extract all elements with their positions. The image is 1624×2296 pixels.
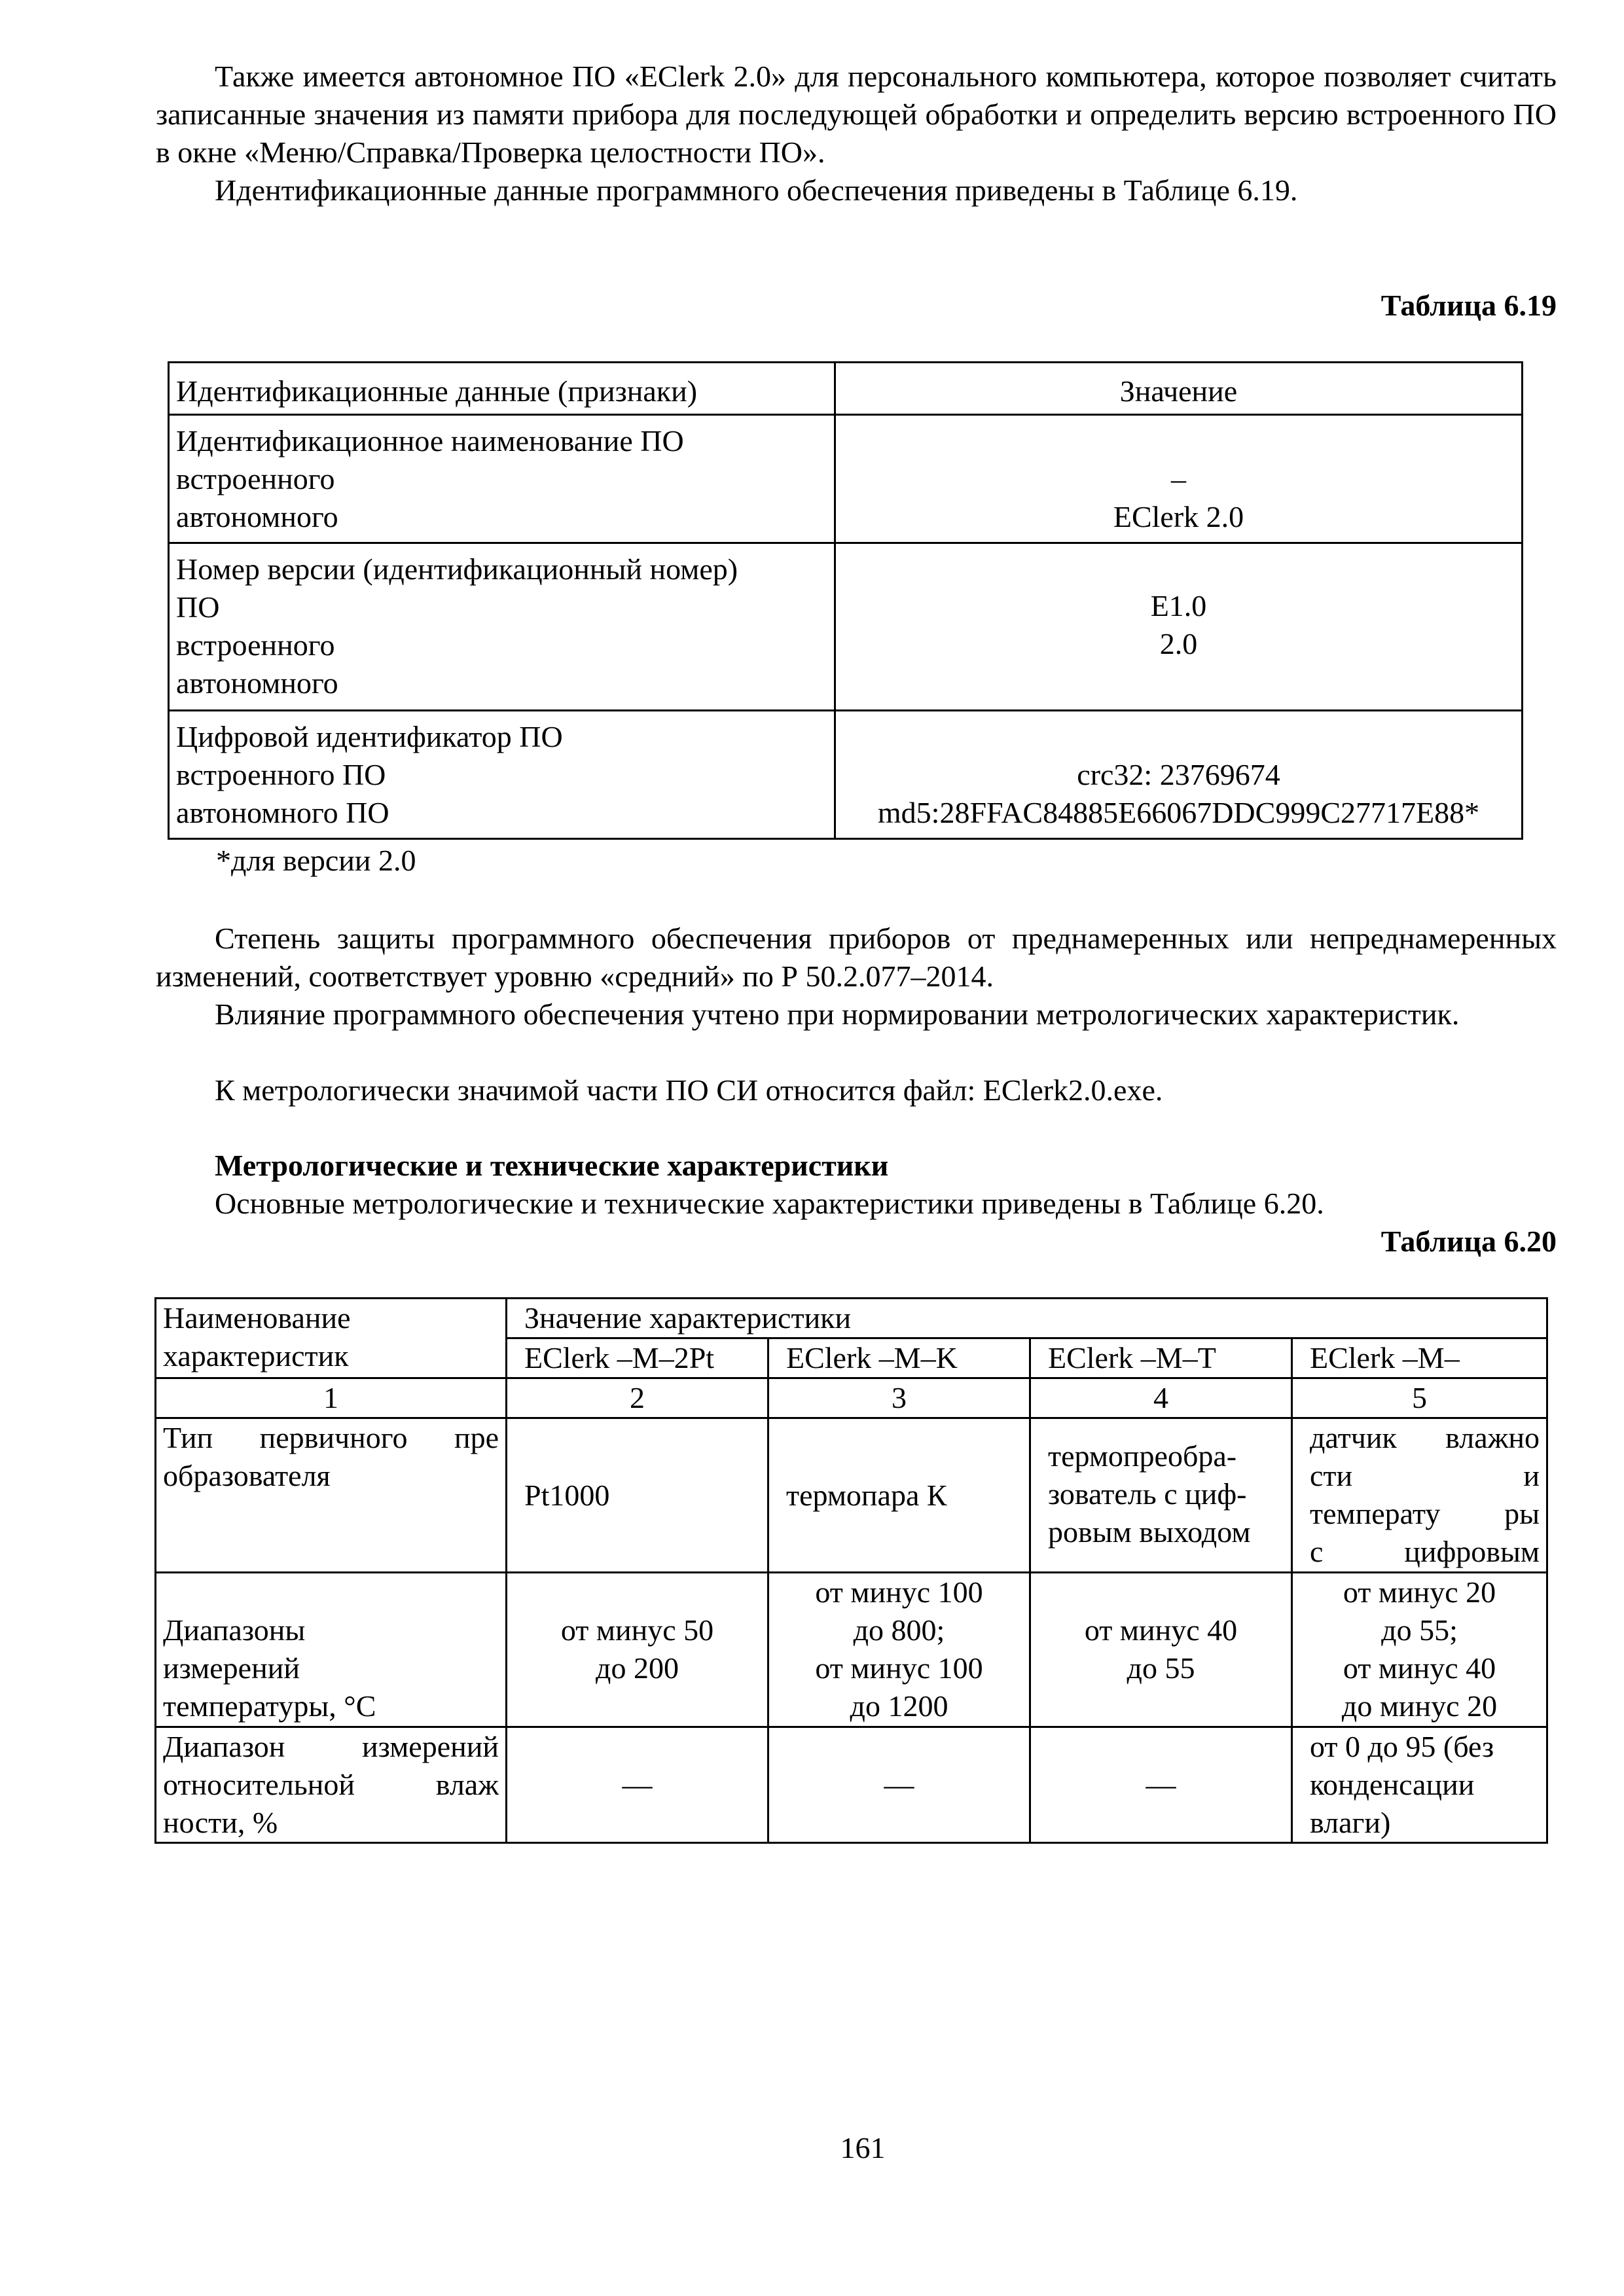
cell-text: Цифровой идентификатор ПО: [176, 720, 563, 753]
cell-text: относительной влаж: [163, 1768, 499, 1801]
table-header-cell: [156, 1299, 507, 1378]
table-cell: [169, 543, 835, 711]
table-cell: [1030, 1573, 1292, 1727]
table-header-cell: [1292, 1338, 1547, 1378]
table-cell: [768, 1573, 1030, 1727]
table-row: [156, 1299, 1547, 1338]
cell-text: от 0 до 95 (без: [1310, 1730, 1494, 1763]
table-header-cell: [507, 1338, 768, 1378]
table-cell: [156, 1727, 507, 1843]
cell-text: md5:28FFAC84885E66067DDC999C27717E88*: [877, 796, 1480, 829]
cell-text: до 800;: [853, 1613, 945, 1647]
cell-text: –: [1171, 462, 1186, 495]
cell-text: Pt1000: [524, 1479, 610, 1512]
cell-text: встроенного: [176, 628, 335, 662]
cell-text: Идентификационное наименование ПО: [176, 424, 684, 457]
cell-text: температу ры: [1310, 1497, 1540, 1530]
table-6-19: [168, 361, 1523, 840]
cell-text: с цифровым: [1310, 1535, 1540, 1568]
cell-text: Номер версии (идентификационный номер): [176, 552, 738, 586]
cell-text: ровым выходом: [1048, 1515, 1251, 1549]
table-6-20: [154, 1297, 1548, 1844]
cell-text: зователь с циф-: [1048, 1477, 1247, 1511]
table-row: [169, 363, 1523, 415]
cell-text: температуры, °С: [163, 1689, 376, 1723]
cell-text: —: [884, 1768, 914, 1801]
cell-text: сти и: [1310, 1459, 1540, 1492]
cell-text: от минус 40: [1084, 1613, 1238, 1647]
table-cell: [1292, 1378, 1547, 1418]
table-row: [156, 1418, 1547, 1573]
table-header-cell: [1030, 1338, 1292, 1378]
table-cell: [169, 711, 835, 839]
table-row: [169, 711, 1523, 839]
table-cell: [507, 1418, 768, 1573]
table-cell: [1030, 1418, 1292, 1573]
table-6-20-caption: Таблица 6.20: [1380, 1225, 1557, 1258]
cell-text: до 55;: [1381, 1613, 1458, 1647]
table-cell: [768, 1418, 1030, 1573]
cell-text: 2.0: [1159, 627, 1198, 660]
cell-text: Идентификационные данные (признаки): [176, 374, 698, 408]
cell-text: Тип первичного пре: [163, 1421, 499, 1454]
table-6-19-caption: Таблица 6.19: [1380, 289, 1557, 322]
metrology-file-paragraph: К метрологически значимой части ПО СИ относится файл: EClerk2.0.exe.: [215, 1073, 1163, 1107]
table-cell: [507, 1573, 768, 1727]
cell-text: автономного ПО: [176, 796, 389, 829]
cell-text: от минус 50: [560, 1613, 714, 1647]
table-cell: [1030, 1727, 1292, 1843]
cell-text: Диапазоны: [163, 1613, 306, 1647]
cell-text: измерений: [163, 1651, 300, 1685]
table-footnote: *для версии 2.0: [216, 844, 416, 877]
cell-text: от минус 100: [815, 1651, 983, 1685]
table-cell: [1030, 1378, 1292, 1418]
table-cell: [768, 1378, 1030, 1418]
table-cell: [1292, 1418, 1547, 1573]
table-header-cell: [835, 363, 1523, 415]
cell-text: термопара К: [786, 1479, 947, 1512]
cell-text: ПО: [176, 590, 220, 624]
intro-paragraph-2: Идентификационные данные программного обеспечения приведены в Таблице 6.19.: [215, 173, 1298, 207]
cell-text: до 1200: [850, 1689, 948, 1723]
cell-text: до минус 20: [1341, 1689, 1498, 1723]
cell-text: до 55: [1127, 1651, 1195, 1685]
cell-text: —: [1146, 1768, 1176, 1801]
cell-text: EClerk –M–K: [786, 1341, 958, 1374]
cell-text: EClerk –M–: [1310, 1341, 1460, 1374]
cell-text: датчик влажно: [1310, 1421, 1540, 1454]
cell-text: Значение: [1119, 374, 1238, 408]
cell-text: автономного: [176, 500, 338, 533]
cell-text: от минус 20: [1343, 1575, 1496, 1609]
cell-text: автономного: [176, 666, 338, 700]
table-cell: [156, 1418, 507, 1573]
table-cell: [156, 1573, 507, 1727]
cell-text: —: [622, 1768, 653, 1801]
cell-text: E1.0: [1150, 589, 1207, 622]
table-cell: [835, 711, 1523, 839]
table-row: [156, 1727, 1547, 1843]
table-header-cell: [169, 363, 835, 415]
cell-text: crc32: 23769674: [1077, 758, 1280, 791]
table-cell: [169, 415, 835, 543]
table-cell: [835, 543, 1523, 711]
table-header-cell: [507, 1299, 1547, 1338]
cell-text: 3: [892, 1381, 907, 1414]
cell-text: термопреобра-: [1048, 1439, 1237, 1473]
cell-text: встроенного: [176, 462, 335, 495]
cell-text: Наименование: [163, 1301, 351, 1335]
cell-text: встроенного ПО: [176, 758, 386, 791]
cell-text: 2: [630, 1381, 645, 1414]
protection-paragraph: Степень защиты программного обеспечения приборов от преднамеренных или непреднамеренных изменений, соответствует уровню «средний» по Р 50.2.077–2014.: [156, 922, 1557, 993]
cell-text: от минус 40: [1343, 1651, 1496, 1685]
table-cell: [507, 1378, 768, 1418]
table-cell: [1292, 1573, 1547, 1727]
cell-text: до 200: [596, 1651, 679, 1685]
cell-text: 1: [323, 1381, 338, 1414]
page-number: 161: [840, 2131, 886, 2164]
table-header-cell: [768, 1338, 1030, 1378]
section-heading: Метрологические и технические характеристики: [215, 1149, 889, 1182]
cell-text: Значение характеристики: [524, 1301, 852, 1335]
table-cell: [156, 1378, 507, 1418]
influence-paragraph: Влияние программного обеспечения учтено при нормировании метрологических характеристик.: [215, 997, 1460, 1031]
table-cell: [507, 1727, 768, 1843]
cell-text: влаги): [1310, 1806, 1391, 1839]
cell-text: EClerk –M–2Pt: [524, 1341, 715, 1374]
table-row: [169, 415, 1523, 543]
intro-paragraph: Также имеется автономное ПО «EClerk 2.0» для персонального компьютера, которое позволяет считать записанные значения из памяти прибора для последующей обработки и определить версию встроенного ПО в окне «Меню/Справка/Проверка целостности ПО».: [156, 60, 1557, 169]
table-row: [156, 1378, 1547, 1418]
table-cell: [768, 1727, 1030, 1843]
cell-text: конденсации: [1310, 1768, 1475, 1801]
section-intro: Основные метрологические и технические характеристики приведены в Таблице 6.20.: [215, 1187, 1324, 1220]
cell-text: Диапазон измерений: [163, 1730, 499, 1763]
table-cell: [835, 415, 1523, 543]
table-row: [169, 543, 1523, 711]
cell-text: образователя: [163, 1459, 331, 1492]
cell-text: EClerk –M–T: [1048, 1341, 1216, 1374]
table-row: [156, 1573, 1547, 1727]
table-cell: [1292, 1727, 1547, 1843]
cell-text: ности, %: [163, 1806, 278, 1839]
cell-text: характеристик: [163, 1339, 349, 1372]
cell-text: 4: [1153, 1381, 1168, 1414]
cell-text: от минус 100: [815, 1575, 983, 1609]
cell-text: 5: [1412, 1381, 1428, 1414]
cell-text: EClerk 2.0: [1113, 500, 1244, 533]
